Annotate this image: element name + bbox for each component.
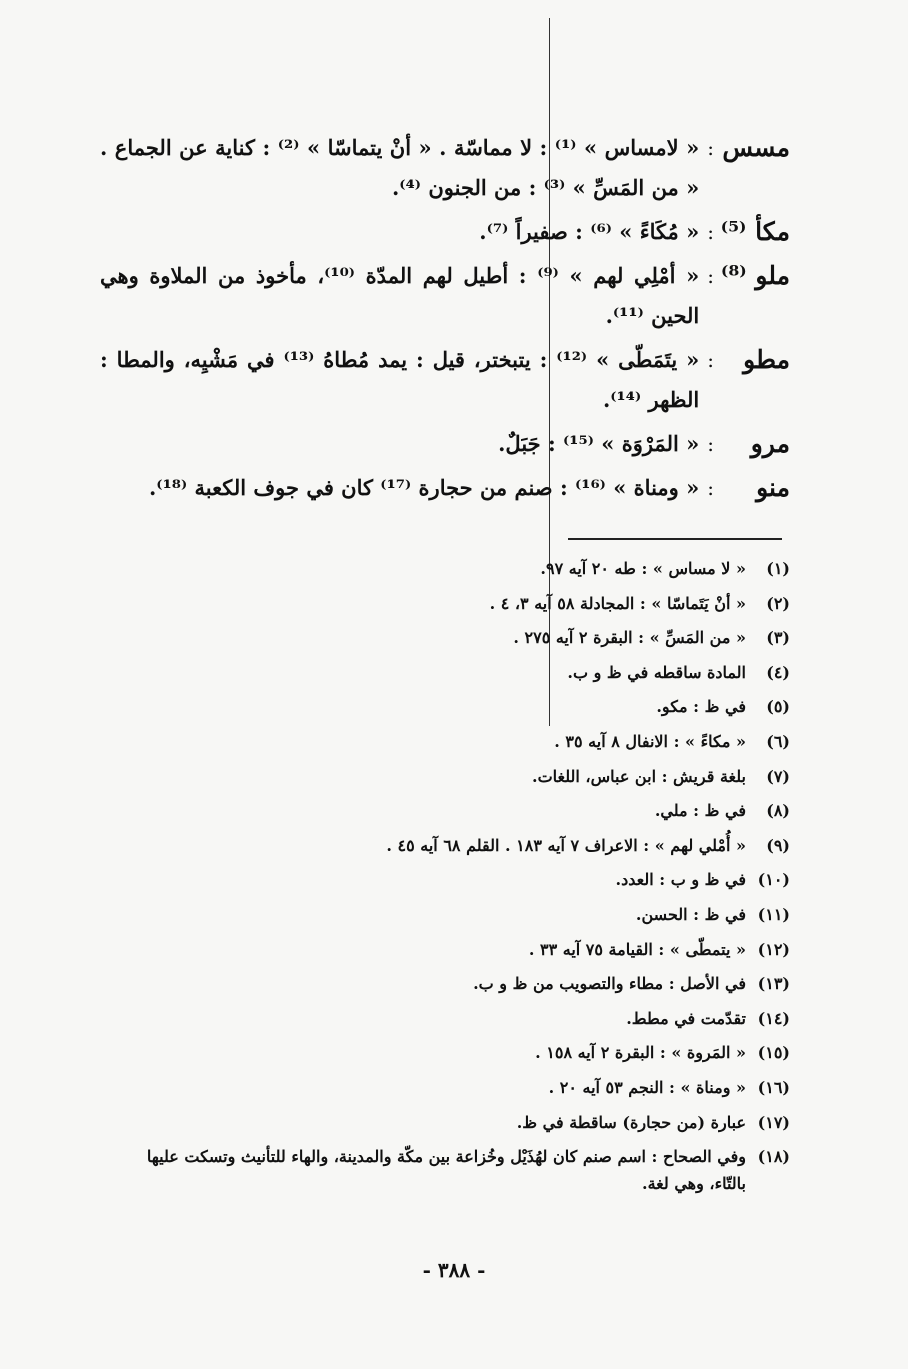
footnote — [105, 690, 790, 725]
entry-definition: « يتَمَطّى » ⁽¹²⁾ : يتبختر، قيل : يمد مُطاهُ ⁽¹³⁾ في مَشْيِه، والمطا : الظهر ⁽¹⁴⁾. — [100, 347, 700, 412]
entry-definition: « أمْلِي لهم » ⁽⁹⁾ : أطيل لهم المدّة ⁽¹⁰⁾، مأخوذ من الملاوة وهي الحين ⁽¹¹⁾. — [100, 263, 700, 328]
entry — [100, 424, 790, 464]
footnote — [105, 1140, 790, 1197]
footnote-text: « المَروة » : البقرة ٢ آيه ١٥٨ . — [535, 1043, 746, 1063]
footnote-number: (٤) — [766, 662, 790, 682]
entry — [100, 468, 790, 508]
footnote — [105, 725, 790, 760]
footnote-text: « أنْ يَتَماسّا » : المجادلة ٥٨ آيه ٣، ٤ . — [489, 593, 746, 613]
footnote-text: « أُمْلي لهم » : الاعراف ٧ آيه ١٨٣ . القلم ٦٨ آيه ٤٥ . — [386, 835, 746, 855]
entry-headword: مسس — [722, 133, 790, 162]
footnote — [105, 898, 790, 933]
footnote — [105, 829, 790, 864]
footnote-number: (٧) — [766, 766, 790, 786]
entry-separator: : — [707, 136, 714, 160]
footnote — [105, 656, 790, 691]
footnote-number: (١٧) — [757, 1112, 790, 1132]
footnote — [105, 1036, 790, 1071]
footnote-text: في ظ : ملي. — [654, 801, 746, 821]
footnote-divider — [568, 538, 782, 540]
entry-headword: مكأ ⁽⁵⁾ — [720, 217, 790, 246]
footnote-text: في ظ : مكو. — [656, 697, 746, 717]
footnote-number: (٩) — [766, 835, 790, 855]
footnote-text: « مكاءً » : الانفال ٨ آيه ٣٥ . — [554, 731, 746, 751]
entry-definition: « لامساس » ⁽¹⁾ : لا مماسّة . « أنْ يتماسّا » ⁽²⁾ : كناية عن الجماع . « من المَسِّ » ⁽³⁾ : من الجنون ⁽⁴⁾. — [100, 135, 700, 200]
footnote-text: « من المَسِّ » : البقرة ٢ آيه ٢٧٥ . — [513, 628, 746, 648]
entry — [100, 212, 790, 252]
entry-headword: منو — [756, 473, 790, 502]
footnote-text: عبارة (من حجارة) ساقطة في ظ. — [516, 1112, 746, 1132]
footnote — [105, 587, 790, 622]
footnote — [105, 967, 790, 1002]
footnote-number: (١٠) — [757, 870, 790, 890]
footnote-text: في ظ و ب : العدد. — [615, 870, 746, 890]
footnote-number: (١٤) — [757, 1008, 790, 1028]
entry-separator: : — [707, 432, 714, 456]
footnote — [105, 1071, 790, 1106]
entry-definition: « ومناة » ⁽¹⁶⁾ : صنم من حجارة ⁽¹⁷⁾ كان في جوف الكعبة ⁽¹⁸⁾. — [149, 475, 700, 500]
footnote — [105, 1002, 790, 1037]
footnote-number: (١٦) — [757, 1077, 790, 1097]
entry-headword: مطو — [743, 345, 790, 374]
footnote-number: (٢) — [766, 593, 790, 613]
page-number: - ٣٨٨ - — [422, 1258, 486, 1282]
entry — [100, 256, 790, 336]
footnote-number: (٦) — [766, 731, 790, 751]
entry-headword: ملو ⁽⁸⁾ — [720, 261, 790, 290]
footnote-text: في ظ : الحسن. — [635, 904, 746, 924]
footnotes — [105, 552, 790, 1197]
footnote-number: (٨) — [766, 801, 790, 821]
entry-headword: مرو — [750, 429, 790, 458]
footnote — [105, 1106, 790, 1141]
footnote-number: (٥) — [766, 697, 790, 717]
entry-separator: : — [707, 220, 714, 244]
footnote — [105, 552, 790, 587]
footnote-text: « لا مساس » : طه ٢٠ آيه ٩٧. — [540, 559, 746, 578]
footnote-number: (٣) — [766, 628, 790, 648]
footnote — [105, 760, 790, 795]
footnote-text: « يتمطّى » : القيامة ٧٥ آيه ٣٣ . — [528, 939, 746, 959]
footnote-number: (١٢) — [757, 939, 790, 959]
footnote-text: في الأصل : مطاء والتصويب من ظ و ب. — [473, 974, 746, 994]
footnote-text: المادة ساقطه في ظ و ب. — [567, 662, 746, 682]
footnote-text: تقدّمت في مطط. — [626, 1008, 746, 1028]
entry — [100, 128, 790, 208]
entry-separator: : — [707, 476, 714, 500]
footnote-text: « ومناة » : النجم ٥٣ آيه ٢٠ . — [548, 1077, 746, 1097]
footnote-number: (١٥) — [757, 1043, 790, 1063]
footnote-text: وفي الصحاح : اسم صنم كان لهُذَيْل وخُزاعة بين مكّة والمدينة، والهاء للتأنيث وتسكت عليها بالتّاء، وهي لغة. — [146, 1147, 746, 1194]
entry-definition: « المَرْوَة » ⁽¹⁵⁾ : جَبَلٌ. — [498, 431, 700, 456]
entry-separator: : — [707, 348, 714, 372]
footnote — [105, 794, 790, 829]
footnote-number: (١٣) — [757, 974, 790, 994]
entry — [100, 340, 790, 420]
entry-definition: « مُكَاءً » ⁽⁶⁾ : صفيراً ⁽⁷⁾. — [479, 219, 700, 244]
footnote-number: (١) — [766, 559, 790, 578]
footnote-text: بلغة قريش : ابن عباس، اللغات. — [532, 766, 746, 786]
entry-separator: : — [707, 264, 714, 288]
footnote — [105, 863, 790, 898]
footnote-number: (١١) — [757, 904, 790, 924]
footnote — [105, 621, 790, 656]
footnote-number: (١٨) — [757, 1147, 790, 1167]
footnote — [105, 933, 790, 968]
main-entries — [100, 128, 790, 512]
